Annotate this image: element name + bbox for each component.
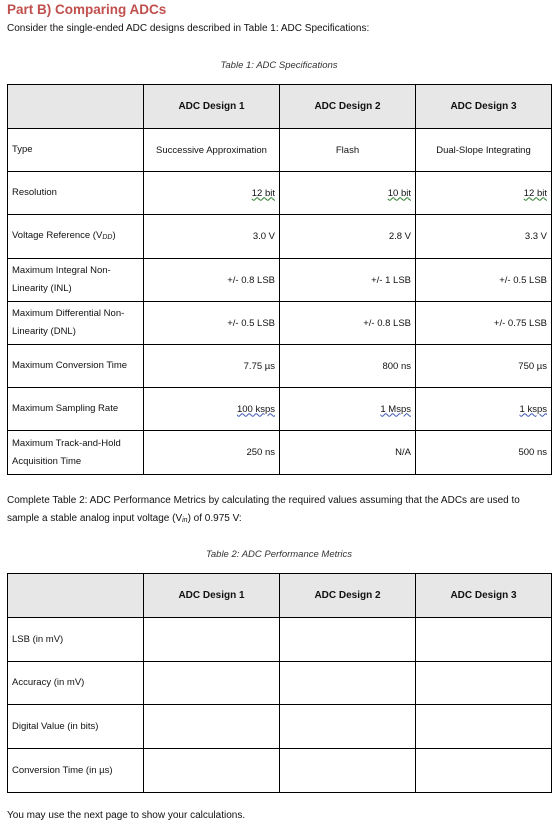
table-row <box>8 129 552 172</box>
instructions-paragraph: Complete Table 2: ADC Performance Metrics by calculating the required values assuming that the ADCs are used to sample a stable analog input voltage (Vin) of 0.975 V: <box>7 495 520 524</box>
acq-time-design-2: N/A <box>280 431 416 475</box>
table1-header-design-2: ADC Design 2 <box>280 85 416 129</box>
vref-design-3: 3.3 V <box>416 215 552 259</box>
sampling-rate-design-2: 1 Msps <box>280 388 416 431</box>
row-label-lsb: LSB (in mV) <box>8 618 144 662</box>
table-row <box>8 259 552 302</box>
intro-paragraph: Consider the single-ended ADC designs described in Table 1: ADC Specifications: <box>7 23 370 34</box>
row-label-resolution: Resolution <box>8 172 144 215</box>
conv-time-design-2: 800 ns <box>280 345 416 388</box>
row-label-sampling-rate: Maximum Sampling Rate <box>8 388 144 431</box>
answer-cell[interactable] <box>416 705 552 749</box>
table2-header-design-1: ADC Design 1 <box>144 574 280 618</box>
answer-cell[interactable] <box>144 749 280 793</box>
table-row <box>8 705 552 749</box>
vref-design-1: 3.0 V <box>144 215 280 259</box>
inl-design-1: +/- 0.8 LSB <box>144 259 280 302</box>
answer-cell[interactable] <box>280 705 416 749</box>
table-row <box>8 618 552 662</box>
resolution-design-1: 12 bit <box>144 172 280 215</box>
footer-note: You may use the next page to show your calculations. <box>7 810 246 821</box>
conv-time-design-1: 7.75 µs <box>144 345 280 388</box>
inl-design-3: +/- 0.5 LSB <box>416 259 552 302</box>
dnl-design-1: +/- 0.5 LSB <box>144 302 280 345</box>
resolution-design-3: 12 bit <box>416 172 552 215</box>
type-design-2: Flash <box>280 129 416 172</box>
row-label-conversion-time-us: Conversion Time (in µs) <box>8 749 144 793</box>
conv-time-design-3: 750 µs <box>416 345 552 388</box>
answer-cell[interactable] <box>416 662 552 705</box>
resolution-design-2: 10 bit <box>280 172 416 215</box>
table-row <box>8 749 552 793</box>
inl-design-2: +/- 1 LSB <box>280 259 416 302</box>
dnl-design-3: +/- 0.75 LSB <box>416 302 552 345</box>
table2-caption: Table 2: ADC Performance Metrics <box>205 549 353 560</box>
row-label-digital-value: Digital Value (in bits) <box>8 705 144 749</box>
table-row <box>8 431 552 475</box>
table2-header-row <box>8 574 552 618</box>
answer-cell[interactable] <box>144 705 280 749</box>
table-row <box>8 302 552 345</box>
type-design-1: Successive Approximation <box>144 129 280 172</box>
table1-header-design-3: ADC Design 3 <box>416 85 552 129</box>
row-label-voltage-reference: Voltage Reference (VDD) <box>8 215 144 259</box>
sampling-rate-design-1: 100 ksps <box>144 388 280 431</box>
row-label-conversion-time: Maximum Conversion Time <box>8 345 144 388</box>
table1-header-row <box>8 85 552 129</box>
sampling-rate-design-3: 1 ksps <box>416 388 552 431</box>
answer-cell[interactable] <box>416 618 552 662</box>
table2-header-design-2: ADC Design 2 <box>280 574 416 618</box>
adc-performance-metrics-table <box>7 573 552 793</box>
row-label-type: Type <box>8 129 144 172</box>
type-design-3: Dual-Slope Integrating <box>416 129 552 172</box>
table1-corner-cell <box>8 85 144 129</box>
table-row <box>8 345 552 388</box>
table-row <box>8 662 552 705</box>
row-label-acquisition-time: Maximum Track-and-Hold Acquisition Time <box>8 431 144 475</box>
table-row <box>8 172 552 215</box>
answer-cell[interactable] <box>144 662 280 705</box>
acq-time-design-1: 250 ns <box>144 431 280 475</box>
row-label-accuracy: Accuracy (in mV) <box>8 662 144 705</box>
row-label-inl: Maximum Integral Non-Linearity (INL) <box>8 259 144 302</box>
table-row <box>8 215 552 259</box>
vref-design-2: 2.8 V <box>280 215 416 259</box>
answer-cell[interactable] <box>280 618 416 662</box>
answer-cell[interactable] <box>280 662 416 705</box>
answer-cell[interactable] <box>280 749 416 793</box>
section-heading: Part B) Comparing ADCs <box>7 2 167 17</box>
dnl-design-2: +/- 0.8 LSB <box>280 302 416 345</box>
table2-header-design-3: ADC Design 3 <box>416 574 552 618</box>
answer-cell[interactable] <box>144 618 280 662</box>
answer-cell[interactable] <box>416 749 552 793</box>
table-row <box>8 388 552 431</box>
acq-time-design-3: 500 ns <box>416 431 552 475</box>
table1-caption: Table 1: ADC Specifications <box>220 60 338 71</box>
adc-specifications-table <box>7 84 552 475</box>
row-label-dnl: Maximum Differential Non-Linearity (DNL) <box>8 302 144 345</box>
table2-corner-cell <box>8 574 144 618</box>
table1-header-design-1: ADC Design 1 <box>144 85 280 129</box>
